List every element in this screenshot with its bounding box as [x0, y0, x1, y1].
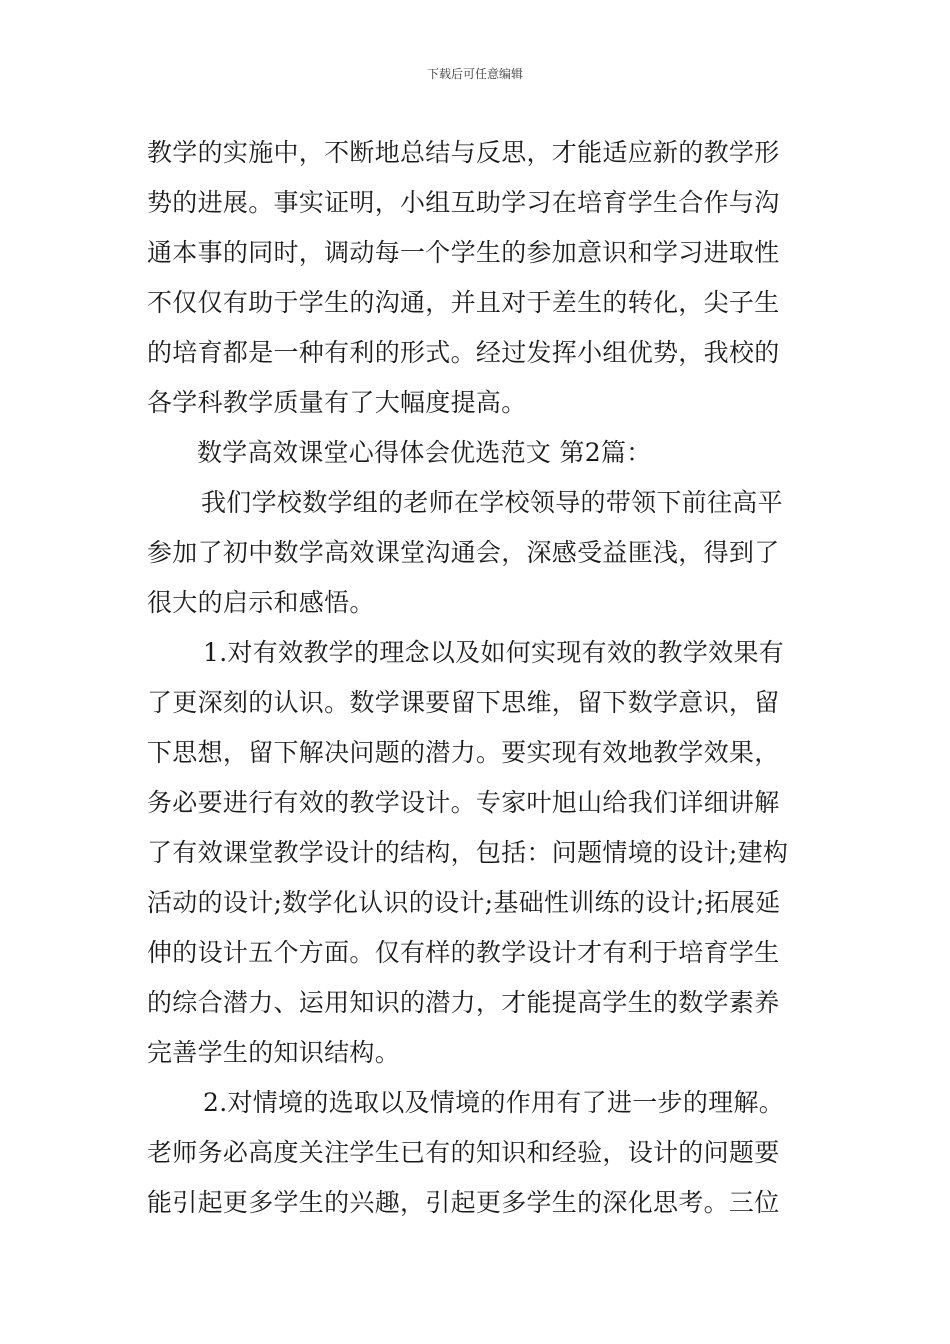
- text-line: 完善学生的知识结构。: [147, 1038, 401, 1067]
- text-line: 伸的设计五个方面。仅有样的教学设计才有利于培育学生: [147, 938, 780, 967]
- paragraph-2: [147, 478, 807, 628]
- text-line: 通本事的同时，调动每一个学生的参加意识和学习进取性: [147, 238, 780, 267]
- text-line: 老师务必高度关注学生已有的知识和经验，设计的问题要: [147, 1138, 780, 1167]
- text-line: 2.对情境的选取以及情境的作用有了进一步的理解。: [203, 1088, 785, 1117]
- text-line: 下思想，留下解决问题的潜力。要实现有效地教学效果，: [147, 738, 780, 767]
- text-line: 参加了初中数学高效课堂沟通会，深感受益匪浅，得到了: [147, 538, 780, 567]
- text-line: 各学科教学质量有了大幅度提高。: [147, 388, 527, 417]
- text-line: 能引起更多学生的兴趣，引起更多学生的深化思考。三位: [147, 1188, 780, 1217]
- text-line: 很大的启示和感悟。: [147, 588, 375, 617]
- text-line: 势的进展。事实证明，小组互助学习在培育学生合作与沟: [147, 188, 780, 217]
- paragraph-4: [147, 1078, 807, 1228]
- text-line: 不仅仅有助于学生的沟通，并且对于差生的转化，尖子生: [147, 288, 780, 317]
- paragraph-3: [147, 628, 807, 1078]
- section-title: 数学高效课堂心得体会优选范文 第2篇：: [197, 438, 652, 467]
- paragraph-1: [147, 128, 807, 428]
- text-line: 的综合潜力、运用知识的潜力，才能提高学生的数学素养: [147, 988, 780, 1017]
- text-line: 务必要进行有效的教学设计。专家叶旭山给我们详细讲解: [147, 788, 780, 817]
- text-line: 我们学校数学组的老师在学校领导的带领下前往高平: [201, 488, 783, 517]
- text-line: 教学的实施中，不断地总结与反思，才能适应新的教学形: [147, 138, 780, 167]
- page-header: 下载后可任意编辑: [426, 67, 523, 81]
- text-line: 了更深刻的认识。数学课要留下思维，留下数学意识，留: [147, 688, 780, 717]
- text-line: 了有效课堂教学设计的结构，包括：问题情境的设计;建构: [147, 838, 789, 867]
- text-line: 活动的设计;数学化认识的设计;基础性训练的设计;拓展延: [147, 888, 781, 917]
- text-line: 的培育都是一种有利的形式。经过发挥小组优势，我校的: [147, 338, 780, 367]
- document-body: [147, 128, 807, 1228]
- text-line: 1.对有效教学的理念以及如何实现有效的教学效果有: [203, 638, 785, 667]
